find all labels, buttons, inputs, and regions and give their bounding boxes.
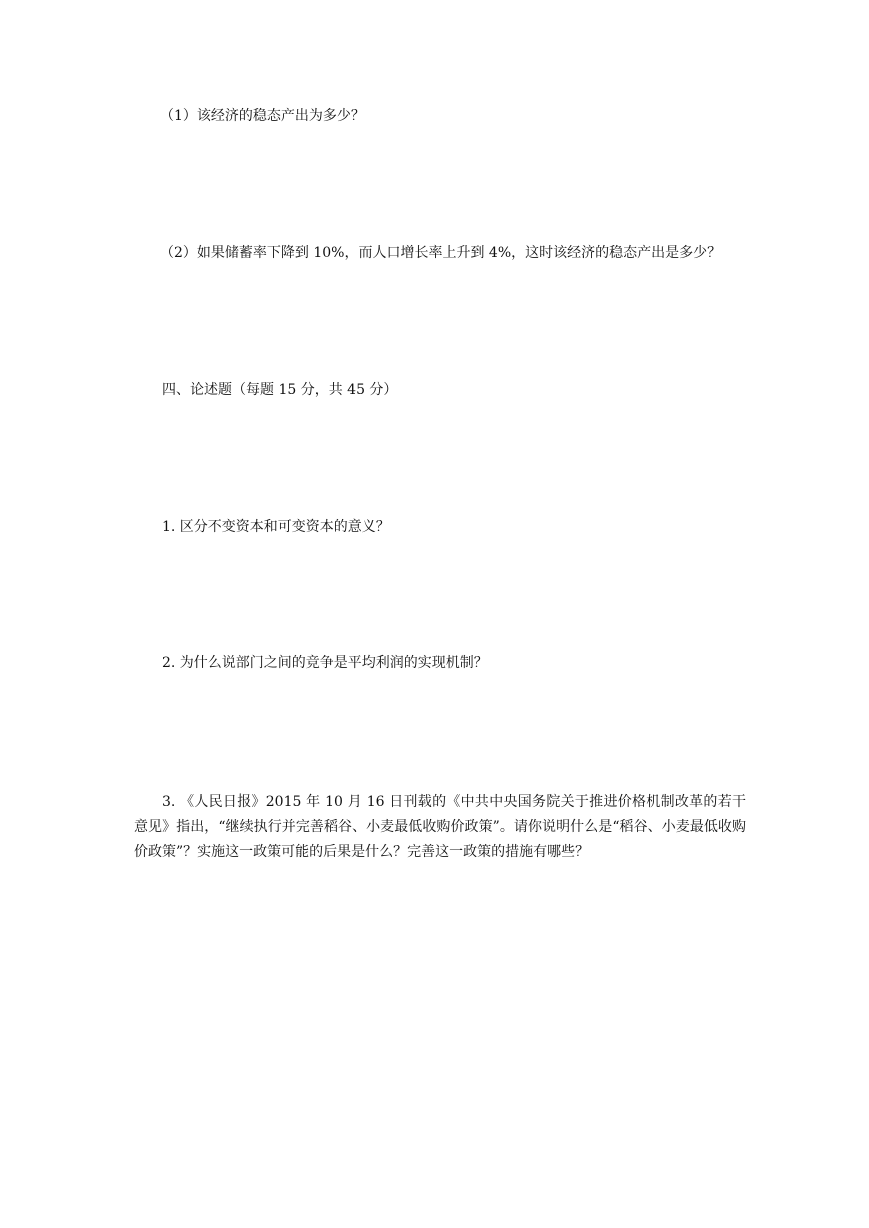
question-1-text: （1）该经济的稳态产出为多少？ — [160, 108, 365, 124]
question-2-text: （2）如果储蓄率下降到 10%，而人口增长率上升到 4%，这时该经济的稳态产出是多少？ — [160, 245, 722, 261]
essay-question-2: 2. 为什么说部门之间的竞争是平均利润的实现机制？ — [162, 655, 488, 671]
essay-question-1: 1. 区分不变资本和可变资本的意义？ — [162, 519, 390, 535]
section-4-heading: 四、论述题（每题 15 分，共 45 分） — [162, 382, 398, 398]
essay-question-3: 3. 《人民日报》2015 年 10 月 16 日刊载的《中共中央国务院关于推进价格机制改革的若干意见》指出，“继续执行并完善稻谷、小麦最低收购价政策”。请你说明什么是“稻谷、小麦最低收购价政策”？实施这一政策可能的后果是什么？完善这一政策的措施有哪些？ — [134, 794, 746, 860]
